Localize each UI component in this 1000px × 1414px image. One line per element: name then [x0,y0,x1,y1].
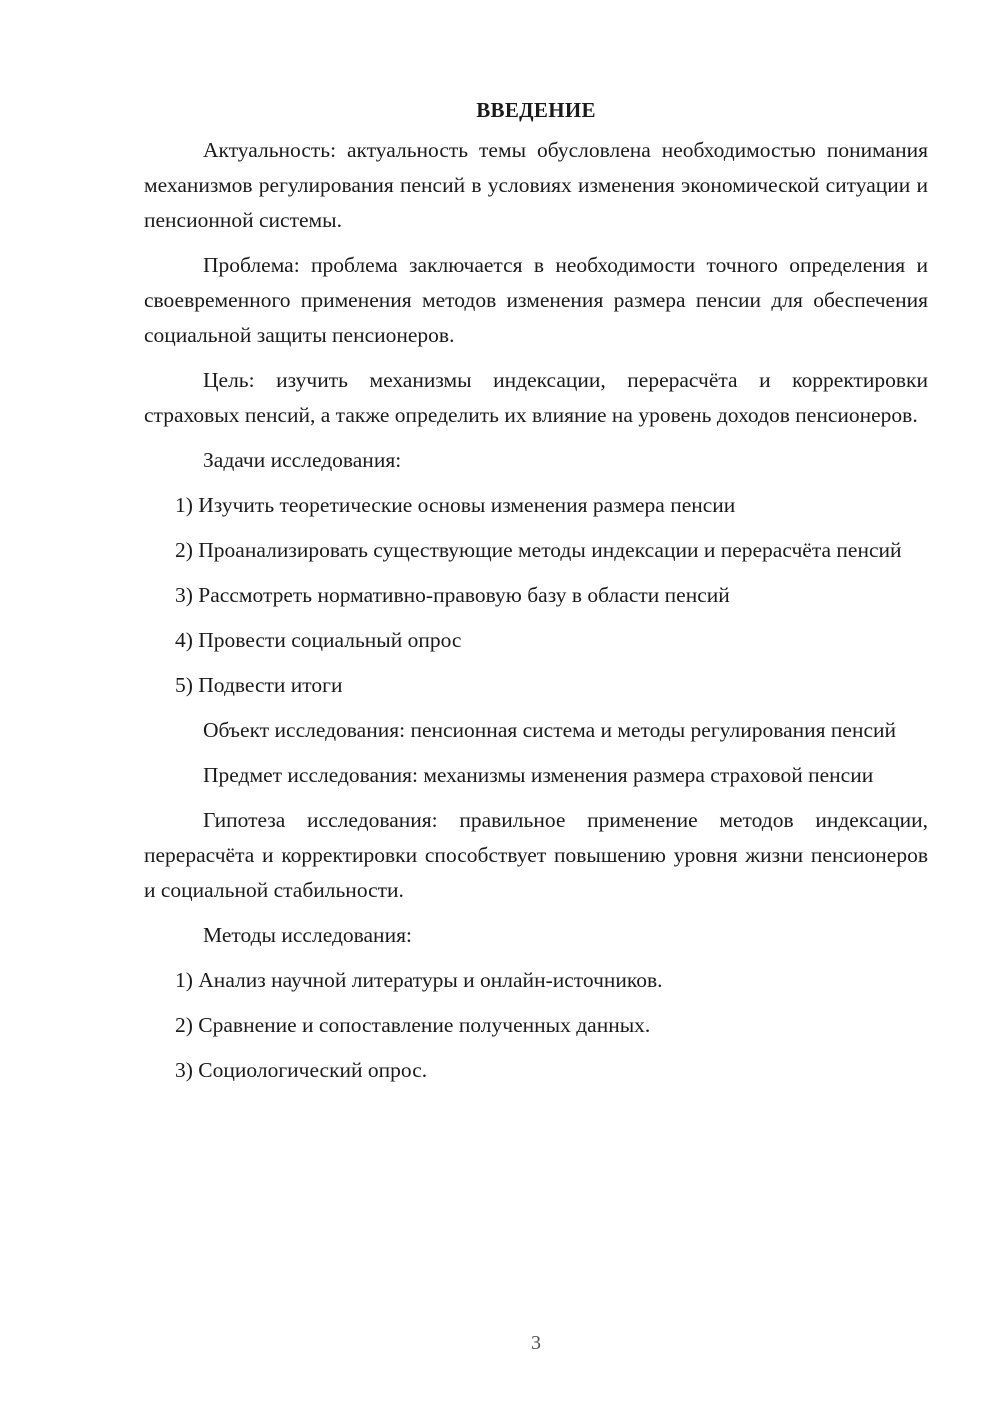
subject-paragraph: Предмет исследования: механизмы изменения размера страховой пенсии [203,763,874,787]
object-paragraph: Объект исследования: пенсионная система и методы регулирования пенсий [203,718,897,742]
task-item: 5) Подвести итоги [175,673,343,697]
page-number: 3 [531,1332,541,1354]
method-item: 1) Анализ научной литературы и онлайн-источников. [175,968,663,992]
problem-paragraph: Проблема: проблема заключается в необходимости точного определения и своевременного применения методов изменения размера пенсии для обеспечения социальной защиты пенсионеров. [144,253,928,347]
document-page [144,92,928,1098]
task-item: 3) Рассмотреть нормативно-правовую базу в области пенсий [175,583,730,607]
methods-heading: Методы исследования: [203,923,412,947]
method-item: 3) Социологический опрос. [175,1058,428,1082]
task-item: 2) Проанализировать существующие методы индексации и перерасчёта пенсий [175,538,902,562]
relevance-paragraph: Актуальность: актуальность темы обусловлена необходимостью понимания механизмов регулирования пенсий в условиях изменения экономической ситуации и пенсионной системы. [144,138,928,232]
section-title: ВВЕДЕНИЕ [476,98,596,122]
method-item: 2) Сравнение и сопоставление полученных данных. [175,1013,651,1037]
task-item: 4) Провести социальный опрос [175,628,462,652]
goal-paragraph: Цель: изучить механизмы индексации, перерасчёта и корректировки страховых пенсий, а также определить их влияние на уровень доходов пенсионеров. [144,368,928,427]
task-item: 1) Изучить теоретические основы изменения размера пенсии [175,493,736,517]
tasks-heading: Задачи исследования: [203,448,402,472]
hypothesis-paragraph: Гипотеза исследования: правильное применение методов индексации, перерасчёта и корректировки способствует повышению уровня жизни пенсионеров и социальной стабильности. [144,808,928,902]
